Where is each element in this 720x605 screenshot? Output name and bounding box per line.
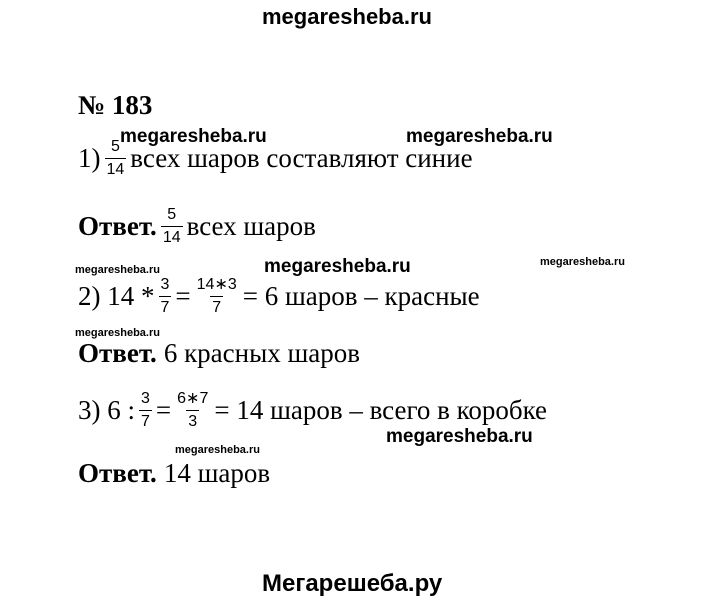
watermark-small-left-2: megaresheba.ru	[75, 327, 160, 339]
step-3	[78, 390, 547, 430]
fraction-denominator: 7	[139, 410, 152, 431]
fraction-numerator: 3	[160, 276, 170, 293]
answer-2-text: 6 красных шаров	[163, 338, 361, 368]
fraction-denominator: 14	[161, 226, 183, 247]
step-3-fraction-2	[175, 390, 210, 430]
step-3-equals: =	[155, 394, 172, 425]
step-2-fraction-1	[159, 276, 172, 316]
answer-1	[78, 206, 316, 246]
watermark-center-1: megaresheba.ru	[264, 256, 411, 277]
watermark-small-center-2: megaresheba.ru	[175, 444, 260, 456]
watermark-top: megaresheba.ru	[262, 4, 432, 29]
watermark-small-left-1: megaresheba.ru	[75, 264, 160, 276]
fraction-denominator: 7	[210, 296, 223, 317]
fraction-denominator: 14	[105, 158, 127, 179]
answer-3-text: 14 шаров	[163, 458, 271, 488]
answer-3-label: Ответ.	[78, 458, 157, 488]
step-1	[78, 138, 473, 178]
step-2-prefix: 2) 14 *	[78, 280, 155, 311]
step-3-prefix: 3) 6 :	[78, 394, 135, 425]
step-2-equals: =	[175, 280, 191, 311]
watermark-small-right-1: megaresheba.ru	[540, 256, 625, 268]
answer-1-label: Ответ.	[78, 210, 157, 241]
step-1-text: всех шаров составляют синие	[130, 142, 473, 173]
watermark-mid-right: megaresheba.ru	[406, 126, 553, 147]
fraction-numerator: 5	[167, 206, 177, 223]
watermark-right-2: megaresheba.ru	[386, 426, 533, 447]
fraction-denominator: 3	[186, 410, 199, 431]
fraction-numerator: 14∗3	[196, 276, 237, 293]
watermark-mid-left: megaresheba.ru	[120, 126, 267, 147]
answer-2-label: Ответ.	[78, 338, 157, 368]
step-2-fraction-2	[195, 276, 239, 316]
step-2-text: = 6 шаров – красные	[242, 280, 480, 311]
fraction-numerator: 3	[141, 390, 150, 407]
answer-2	[78, 338, 360, 369]
answer-1-text: всех шаров	[186, 210, 316, 241]
fraction-denominator: 7	[159, 296, 172, 317]
fraction-numerator: 5	[110, 138, 120, 155]
step-1-prefix: 1)	[78, 142, 101, 173]
problem-number: № 183	[78, 90, 153, 120]
step-3-fraction-1	[139, 390, 152, 430]
footer-site-name: Мегарешеба.ру	[262, 570, 443, 597]
step-3-text: = 14 шаров – всего в коробке	[214, 394, 548, 425]
answer-1-fraction	[161, 206, 183, 246]
answer-3	[78, 458, 270, 489]
step-1-fraction	[105, 138, 127, 178]
step-2	[78, 276, 480, 316]
fraction-numerator: 6∗7	[177, 390, 209, 407]
